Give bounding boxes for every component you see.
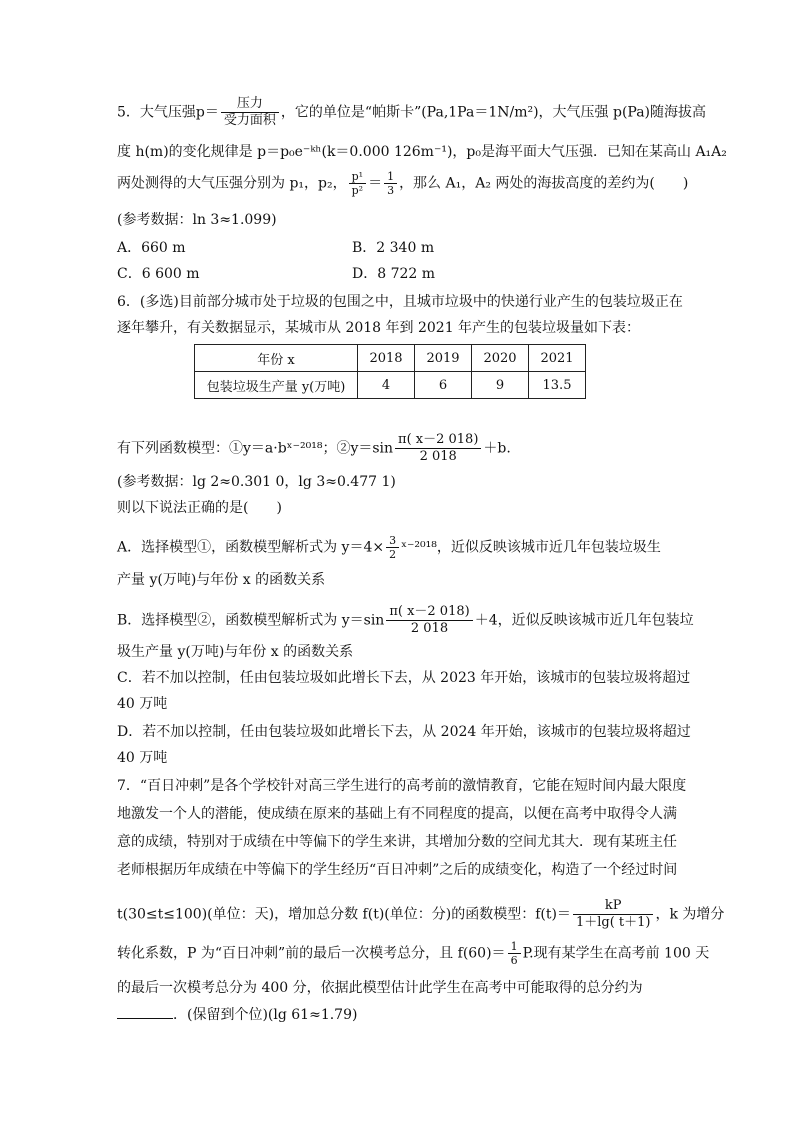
q7-line5-end: ，k 为增分 xyxy=(655,906,725,923)
q6-option-d-cont: 40 万吨 xyxy=(117,750,168,766)
q5-third-fraction xyxy=(384,170,397,197)
q5-line2: 度 h(m)的变化规律是 p＝p₀e⁻ᵏʰ(k＝0.000 126m⁻¹)，p₀是海平面大气压强．已知在某高山 A₁A₂ xyxy=(117,144,727,160)
q7-line6 xyxy=(117,940,709,967)
q5-line3-start: 两处测得的大气压强分别为 p₁，p₂， xyxy=(117,175,347,192)
table-row xyxy=(195,345,586,372)
q5-option-a: A．660 m xyxy=(117,240,186,256)
q6-ask: 则以下说法正确的是( ) xyxy=(117,500,282,516)
answer-blank[interactable] xyxy=(117,1004,173,1019)
q7-model-den: 1＋lg( t＋1) xyxy=(575,915,651,930)
q7-line8-text: ．(保留到个位)(lg 61≈1.79) xyxy=(173,1007,358,1023)
q6-option-c-cont: 40 万吨 xyxy=(117,696,168,712)
table-cell: 2021 xyxy=(529,345,586,372)
q5-third-den: 3 xyxy=(387,184,395,197)
q5-ratio-num: p¹ xyxy=(349,170,366,184)
q6-reference: (参考数据：lg 2≈0.301 0，lg 3≈0.477 1) xyxy=(117,474,396,490)
q6-optA-num: 3 xyxy=(386,534,399,548)
q6-models xyxy=(117,432,511,465)
q6-optB-start: B．选择模型②，函数模型解析式为 y＝sin xyxy=(117,612,385,629)
q5-option-b: B．2 340 m xyxy=(352,240,435,256)
q5-pressure-fraction xyxy=(221,96,279,129)
q5-line3 xyxy=(117,170,688,197)
q6-optB-end: ＋4，近似反映该城市近几年包装垃 xyxy=(474,612,694,629)
q7-sixth-fraction xyxy=(508,940,521,967)
q6-optB-num: π( x－2 018) xyxy=(386,604,472,621)
q6-optA-end: ˣ⁻²⁰¹⁸，近似反映该城市近几年包装垃圾生 xyxy=(401,539,661,556)
q6-option-b-cont: 圾生产量 y(万吨)与年份 x 的函数关系 xyxy=(117,644,354,660)
q5-p-eq: p＝ xyxy=(195,104,219,121)
q6-line1: 6．(多选)目前部分城市处于垃圾的包围之中，且城市垃圾中的快递行业产生的包装垃圾正在 xyxy=(117,294,683,310)
q5-ratio-den: p² xyxy=(351,184,364,197)
q6-models-end: ＋b. xyxy=(483,440,511,457)
table-cell: 9 xyxy=(472,372,529,399)
q7-line6-end: P.现有某学生在高考前 100 天 xyxy=(522,945,710,962)
q5-ratio-eq: ＝ xyxy=(368,175,383,192)
q6-optA-fraction xyxy=(386,534,399,561)
q5-frac-num: 压力 xyxy=(221,96,279,113)
q7-model-fraction xyxy=(573,898,654,931)
table-cell: 4 xyxy=(358,372,415,399)
q6-optA-start: A．选择模型①，函数模型解析式为 y＝4× xyxy=(117,539,385,556)
q6-option-c: C．若不加以控制，任由包装垃圾如此增长下去，从 2023 年开始，该城市的包装垃圾将超过 xyxy=(117,670,691,686)
q7-line6-start: 转化系数，P 为“百日冲刺”前的最后一次模考总分，且 f(60)＝ xyxy=(117,945,506,962)
q7-line8 xyxy=(117,1004,357,1025)
q6-option-a-cont: 产量 y(万吨)与年份 x 的函数关系 xyxy=(117,572,326,588)
q5-option-c: C．6 600 m xyxy=(117,266,200,282)
q7-line7: 的最后一次模考总分为 400 分，依据此模型估计此学生在高考中可能取得的总分约为 xyxy=(117,980,643,996)
q6-optA-den: 2 xyxy=(389,548,397,561)
q6-line2: 逐年攀升，有关数据显示，某城市从 2018 年到 2021 年产生的包装垃圾量如下表： xyxy=(117,320,641,336)
q7-model-num: kP xyxy=(573,898,654,915)
q7-line1: 7．“百日冲刺”是各个学校针对高三学生进行的高考前的激情教育，它能在短时间内最大限度 xyxy=(117,778,687,794)
q6-models-fraction xyxy=(395,432,481,465)
table-cell: 2018 xyxy=(358,345,415,372)
q6-optB-den: 2 018 xyxy=(410,621,449,636)
q6-models-den: 2 018 xyxy=(419,449,457,464)
q6-optB-fraction xyxy=(386,604,472,637)
q7-line5 xyxy=(117,898,724,931)
q6-models-start: 有下列函数模型：①y＝a·bˣ⁻²⁰¹⁸；②y＝sin xyxy=(117,440,394,457)
q6-option-b xyxy=(117,604,694,637)
q5-ratio-fraction xyxy=(349,170,366,197)
q6-data-table xyxy=(194,344,586,399)
table-cell: 年份 x xyxy=(195,345,358,372)
q5-third-num: 1 xyxy=(384,170,397,184)
q5-line1 xyxy=(117,96,706,129)
q7-sixth-num: 1 xyxy=(508,940,521,954)
table-cell: 包装垃圾生产量 y(万吨) xyxy=(195,372,358,399)
q7-line2: 地激发一个人的潜能，使成绩在原来的基础上有不同程度的提高，以便在高考中取得令人满 xyxy=(117,806,677,822)
q7-line4: 老师根据历年成绩在中等偏下的学生经历“百日冲刺”之后的成绩变化，构造了一个经过时间 xyxy=(117,862,678,878)
q5-line3-end: ，那么 A₁，A₂ 两处的海拔高度的差约为( ) xyxy=(399,175,689,192)
table-cell: 2019 xyxy=(415,345,472,372)
table-row xyxy=(195,372,586,399)
q5-label: 5．大气压强 xyxy=(117,104,196,121)
q7-line3: 意的成绩，特别对于成绩在中等偏下的学生来讲，其增加分数的空间尤其大．现有某班主任 xyxy=(117,834,677,850)
q5-reference: (参考数据：ln 3≈1.099) xyxy=(117,212,277,228)
q5-line1-rest: ，它的单位是“帕斯卡”(Pa,1Pa＝1N/m²)，大气压强 p(Pa)随海拔高 xyxy=(280,104,707,121)
q6-models-num: π( x－2 018) xyxy=(395,432,481,449)
q5-frac-den: 受力面积 xyxy=(223,113,276,128)
table-cell: 6 xyxy=(415,372,472,399)
q6-option-a xyxy=(117,534,661,561)
q7-sixth-den: 6 xyxy=(510,954,518,967)
q7-line5-start: t(30≤t≤100)(单位：天)，增加总分数 f(t)(单位：分)的函数模型：f(t)＝ xyxy=(117,906,571,923)
table-cell: 13.5 xyxy=(529,372,586,399)
table-cell: 2020 xyxy=(472,345,529,372)
q5-option-d: D．8 722 m xyxy=(352,266,436,282)
q6-option-d: D．若不加以控制，任由包装垃圾如此增长下去，从 2024 年开始，该城市的包装垃圾将超过 xyxy=(117,724,691,740)
